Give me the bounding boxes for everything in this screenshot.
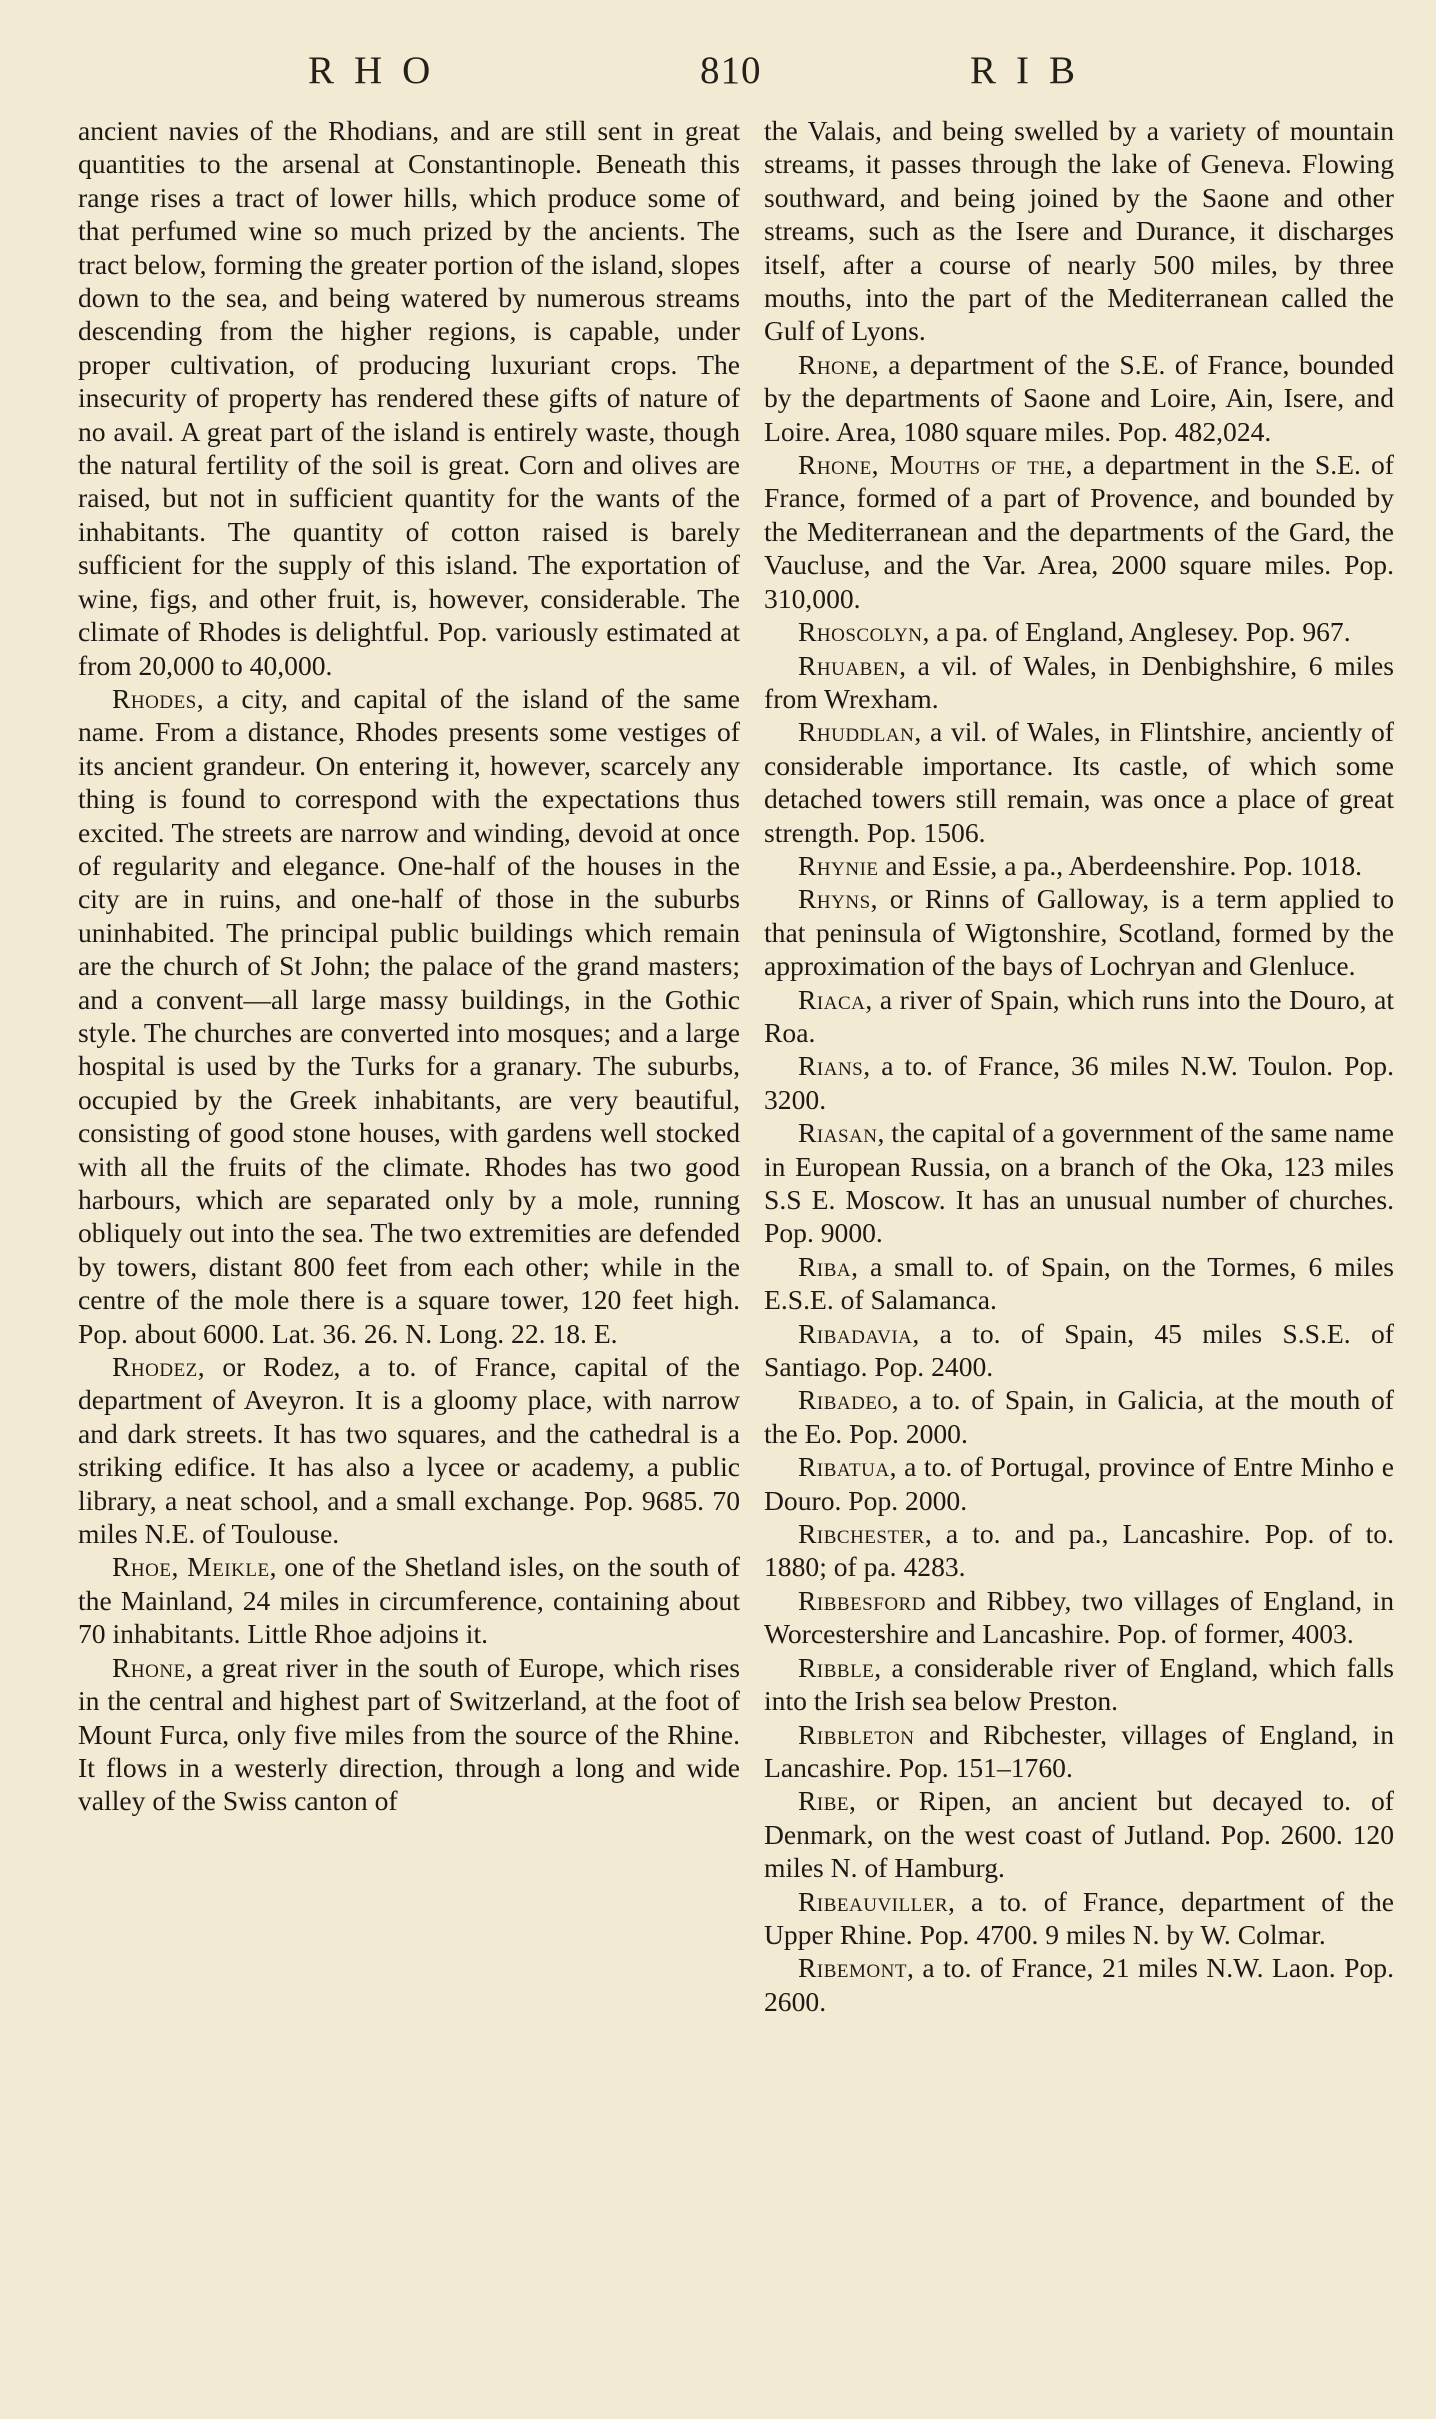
entry [78,1350,740,1550]
page-number: 810 [700,49,762,92]
entry-text: , a to. of France, 36 miles N.W. Toulon. Pop. 3200. [764,1050,1394,1115]
entry-text: , a to. of France, department of the Upper Rhine. Pop. 4700. 9 miles N. by W. Colmar. [764,1885,1394,1950]
entry [764,715,1394,849]
entry [764,1049,1394,1116]
headword: Rhone, Mouths of the [798,449,1066,481]
entry [764,1517,1394,1584]
header-right-word: RIB [970,49,1096,92]
entry [78,1651,740,1818]
entry [78,114,740,682]
entry-text: the Valais, and being swelled by a variety of mountain streams, it passes through the lake of Geneva. Flowing southward, and being joined by the Saone and other streams, such as the Isere and Durance, it discharges itself, after a course of nearly 500 miles, by three mouths, into the part of the Mediterranean called the Gulf of Lyons. [764,115,1394,347]
entry [764,1450,1394,1517]
entry-text: , a city, and capital of the island of the same name. From a distance, Rhodes presents some vestiges of its ancient grandeur. On entering it, however, scarcely any thing is found to correspond with the expectations thus excited. The streets are narrow and winding, devoid at once of regularity and elegance. One-half of the houses in the city are in ruins, and one-half of those in the suburbs uninhabited. The principal public buildings which remain are the church of St John; the palace of the grand masters; and a convent—all large massy buildings, in the Gothic style. The churches are converted into mosques; and a large hospital is used by the Turks for a granary. The suburbs, occupied by the Greek inhabitants, are very beautiful, consisting of good stone houses, with gardens well stocked with all the fruits of the climate. Rhodes has two good harbours, which are separated only by a mole, running obliquely out into the sea. The two extremities are defended by towers, distant 800 feet from each other; while in the centre of the mole there is a square tower, 120 feet high. Pop. about 6000. Lat. 36. 26. N. Long. 22. 18. E. [78,682,740,1349]
entry [764,1951,1394,2018]
entry [764,1250,1394,1317]
entry [764,649,1394,716]
headword: Ribadavia [798,1317,913,1349]
entry-text: , a department in the S.E. of France, formed of a part of Provence, and bounded by the Mediterranean and the departments of the Gard, the Vaucluse, and the Var. Area, 2000 square miles. Pop. 310,000. [764,449,1394,614]
headword: Ribemont [798,1952,907,1984]
entry-text: , a to. of Portugal, province of Entre Minho e Douro. Pop. 2000. [764,1451,1394,1516]
entry-text: , one of the Shetland isles, on the south of the Mainland, 24 miles in circumference, containing about 70 inhabitants. Little Rhoe adjoins it. [78,1551,740,1650]
headword: Rhone [798,348,872,380]
entry-text: ancient navies of the Rhodians, and are still sent in great quantities to the arsenal at Constantinople. Beneath this range rises a tract of lower hills, which produce some of that perfumed wine so much prized by the ancients. The tract below, forming the greater portion of the island, slopes down to the sea, and being watered by numerous streams descending from the higher regions, is capable, under proper cultivation, of producing luxuriant crops. The insecurity of property has rendered these gifts of nature of no avail. A great part of the island is entirely waste, though the natural fertility of the soil is great. Corn and olives are raised, but not in sufficient quantity for the wants of the inhabitants. The quantity of cotton raised is barely sufficient for the supply of this island. The exportation of wine, figs, and other fruit, is, however, considerable. The climate of Rhodes is delightful. Pop. variously estimated at from 20,000 to 40,000. [78,115,740,681]
headword: Riba [798,1250,852,1282]
entry [764,1116,1394,1250]
headword: Riaca [798,983,866,1015]
running-header [70,48,1380,100]
entry [764,1784,1394,1884]
headword: Ribe [798,1785,850,1817]
headword: Rhyns [798,883,871,915]
headword: Ribbleton [798,1718,915,1750]
headword: Rhodez [112,1351,198,1383]
entry-text: , a small to. of Spain, on the Tormes, 6 miles E.S.E. of Salamanca. [764,1250,1394,1316]
headword: Ribadeo [798,1384,892,1416]
entry [764,615,1394,648]
entry-text: and Ribbey, two villages of England, in Worcestershire and Lancashire. Pop. of former, 4003. [764,1584,1394,1650]
entry-text: , or Rinns of Galloway, is a term applied to that peninsula of Wigtonshire, Scotland, formed by the approximation of the bays of Lochryan and Glenluce. [764,883,1394,982]
entry-text: , a to. of France, 21 miles N.W. Laon. Pop. 2600. [764,1952,1394,2017]
entry-text: , a vil. of Wales, in Denbighshire, 6 miles from Wrexham. [764,649,1394,714]
headword: Rhynie [798,849,879,881]
headword: Ribchester [798,1518,925,1550]
entry-text: and Essie, a pa., Aberdeenshire. Pop. 1018. [878,849,1363,881]
entry [78,1550,740,1650]
headword: Rians [798,1050,864,1082]
entry [764,1383,1394,1450]
headword: Rhuaben [798,649,900,681]
entry-text: , a vil. of Wales, in Flintshire, anciently of considerable importance. Its castle, of which some detached towers still remain, was once a place of great strength. Pop. 1506. [764,716,1394,848]
entry-text: , a great river in the south of Europe, which rises in the central and highest part of Switzerland, at the foot of Mount Furca, only five miles from the source of the Rhine. It flows in a westerly direction, through a long and wide valley of the Swiss canton of [78,1651,740,1817]
entry-text: , a to. of Spain, 45 miles S.S.E. of Santiago. Pop. 2400. [764,1317,1394,1383]
entry-text: , a department of the S.E. of France, bounded by the departments of Saone and Loire, Ain, Isere, and Loire. Area, 1080 square miles. Pop. 482,024. [764,348,1394,447]
headword: Ribeauviller [798,1885,948,1917]
entry [764,1718,1394,1785]
headword: Rhone [112,1651,186,1683]
entry [764,1651,1394,1718]
headword: Ribatua [798,1451,890,1483]
headword: Rhuddlan [798,716,915,748]
left-column [78,114,740,1818]
headword: Rhoe, Meikle [112,1551,270,1583]
headword: Ribble [798,1651,875,1683]
entry [764,983,1394,1050]
entry [764,1317,1394,1384]
entry-text: , the capital of a government of the same name in European Russia, on a branch of the Oka, 123 miles S.S E. Moscow. It has an unusual number of churches. Pop. 9000. [764,1117,1394,1249]
entry [764,849,1394,882]
header-left-word: RHO [308,49,451,92]
entry [764,1584,1394,1651]
headword: Ribbesford [798,1584,926,1616]
entry-text: , or Ripen, an ancient but decayed to. of Denmark, on the west coast of Jutland. Pop. 2600. 120 miles N. of Hamburg. [764,1785,1394,1884]
entry-text: , or Rodez, a to. of France, capital of the department of Aveyron. It is a gloomy place, with narrow and dark streets. It has two squares, and the cathedral is a striking edifice. It has also a lycee or academy, a public library, a neat school, and a small exchange. Pop. 9685. 70 miles N.E. of Toulouse. [78,1351,740,1550]
headword: Riasan [798,1117,878,1149]
entry [764,114,1394,348]
entry [764,348,1394,448]
entry [764,448,1394,615]
entry-text: , a to. of Spain, in Galicia, at the mouth of the Eo. Pop. 2000. [764,1384,1394,1449]
entry-text: , a river of Spain, which runs into the Douro, at Roa. [764,983,1394,1048]
entry-text: , a pa. of England, Anglesey. Pop. 967. [922,616,1351,648]
entry-text: , a considerable river of England, which falls into the Irish sea below Preston. [764,1651,1394,1717]
entry [764,1885,1394,1952]
entry [78,682,740,1350]
entry-text: , a to. and pa., Lancashire. Pop. of to. 1880; of pa. 4283. [764,1518,1394,1583]
headword: Rhodes [112,682,197,714]
right-column [764,114,1394,2018]
headword: Rhoscolyn [798,616,923,648]
entry-text: and Ribchester, villages of England, in Lancashire. Pop. 151–1760. [764,1718,1394,1783]
entry [764,882,1394,982]
